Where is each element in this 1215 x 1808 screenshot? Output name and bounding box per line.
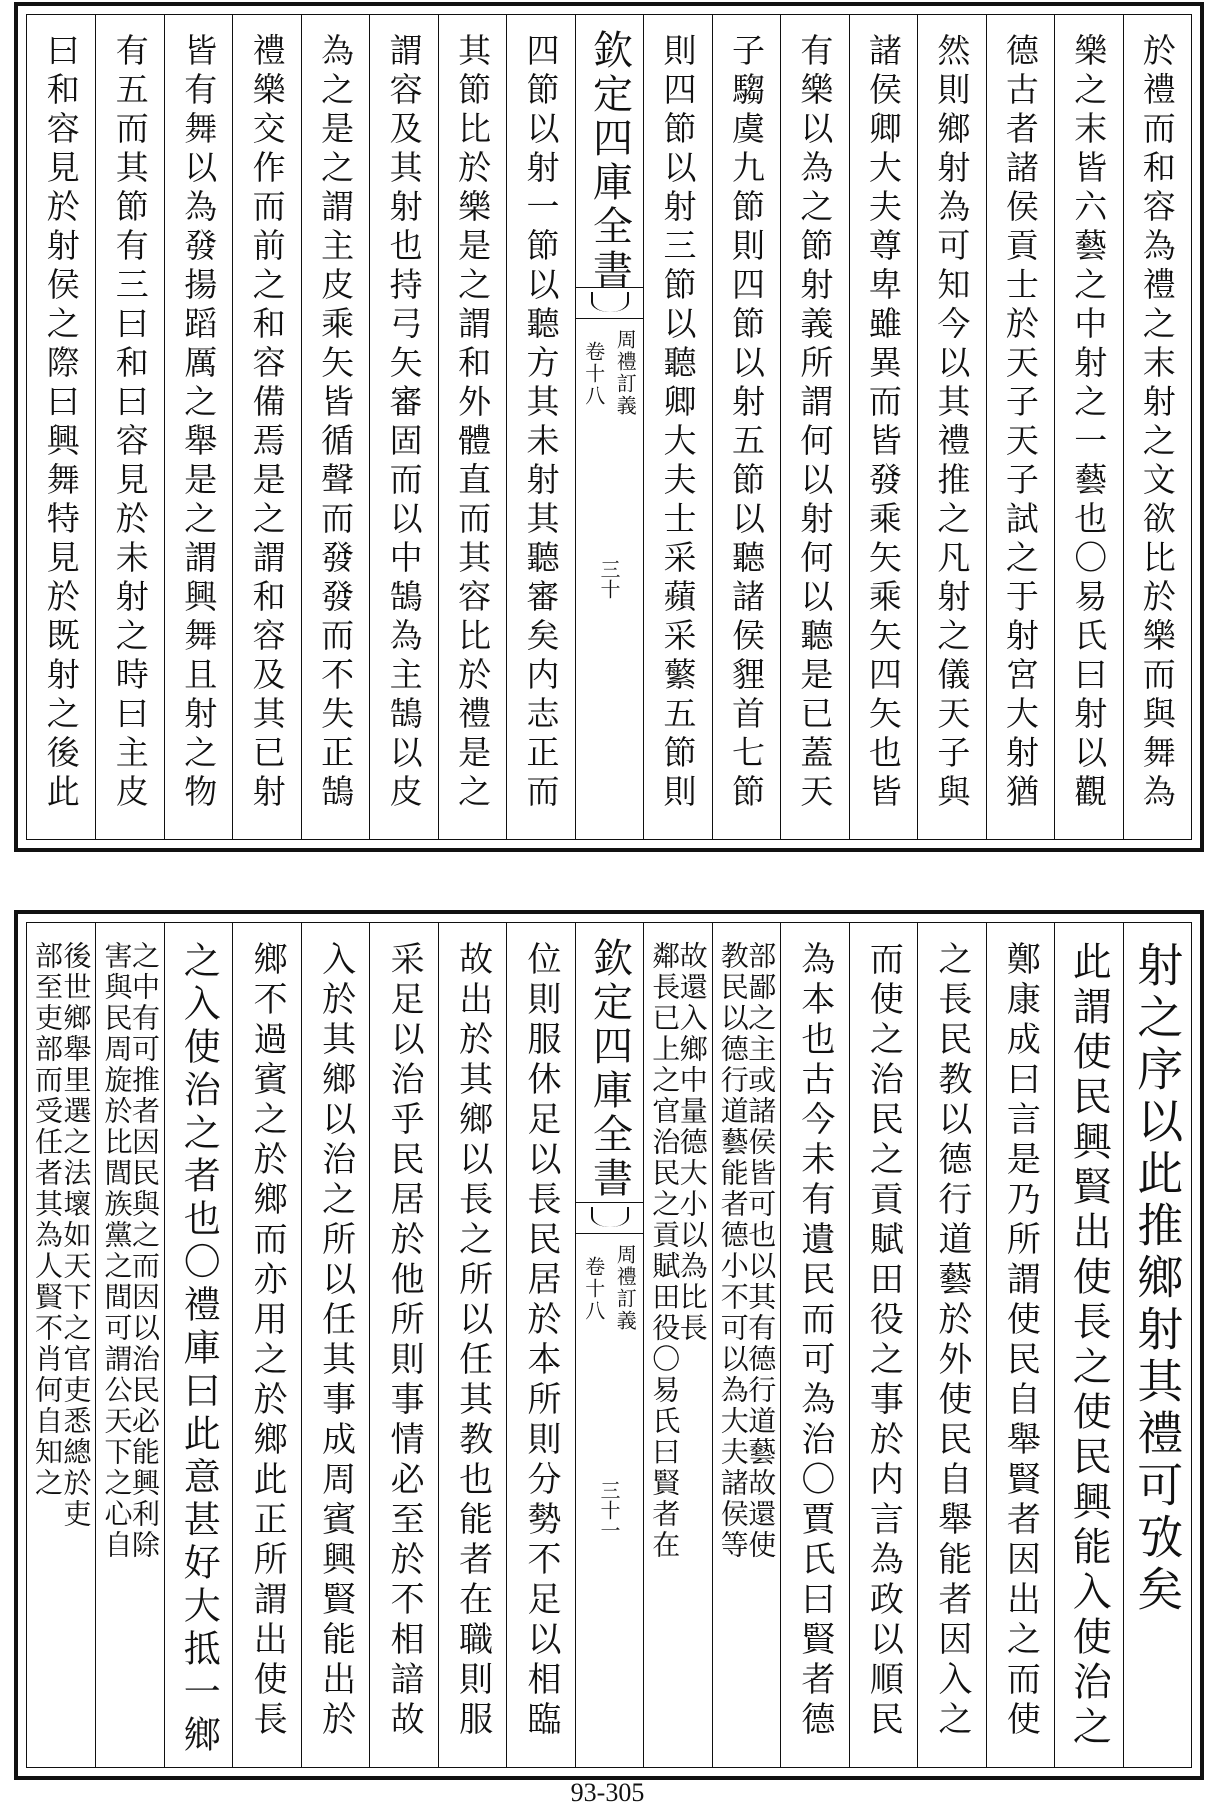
top-page xyxy=(14,2,1204,852)
text-column xyxy=(506,15,574,839)
volume-label: 卷十八 xyxy=(581,1255,606,1322)
main-text-line: 然則鄉射為可知今以其禮推之凡射之儀天子與 xyxy=(932,33,972,813)
fish-tail-marker-icon xyxy=(576,1202,643,1234)
commentary-line-left: 教民以德行道藝能者德小不可以為大夫諸侯等 xyxy=(716,941,750,1561)
text-column xyxy=(232,923,300,1767)
main-text-line: 鄭康成曰言是乃所謂使民自舉賢者因出之而使 xyxy=(1000,941,1041,1741)
main-text-line: 謂容及其射也持弓矢審固而以中鵠為主鵠以皮 xyxy=(384,33,424,813)
commentary-column xyxy=(27,923,95,1767)
text-column xyxy=(301,923,369,1767)
commentary-line-left: 害與民周旋於比閭族黨之間可謂公天下之心自 xyxy=(100,941,134,1561)
main-text-line: 曰和容見於射侯之際曰興舞特見於既射之後此 xyxy=(41,33,81,813)
leaf-page-number: 三十一 xyxy=(597,1480,622,1541)
text-column xyxy=(164,923,232,1767)
main-text-line: 禮樂交作而前之和容備焉是之謂和容及其已射 xyxy=(247,33,287,813)
volume-label: 卷十八 xyxy=(581,340,606,407)
commentary-column xyxy=(95,923,163,1767)
main-text-line: 而使之治民之貢賦田役之事於内言為政以順民 xyxy=(863,941,904,1741)
top-page-center-column xyxy=(575,15,643,839)
text-column xyxy=(164,15,232,839)
text-column xyxy=(849,923,917,1767)
main-text-line: 其節比於樂是之謂和外體直而其容比於禮是之 xyxy=(453,33,493,813)
main-text-line: 位則服休足以長民居於本所則分勢不足以相臨 xyxy=(521,941,562,1741)
main-text-line: 則四節以射三節以聽卿大夫士采蘋采蘩五節則 xyxy=(658,33,698,813)
main-text-line: 為之是之謂主皮乘矢皆循聲而發發而不失正鵠 xyxy=(316,33,356,813)
bottom-page-frame xyxy=(26,922,1192,1768)
commentary-line-right: 後世鄉舉里選之法壞如天下之官吏悉總於吏 xyxy=(59,941,93,1530)
main-text-line: 此謂使民興賢出使長之使民興能入使治之 xyxy=(1066,941,1112,1751)
text-column xyxy=(1054,923,1122,1767)
main-text-line: 入於其鄉以治之所以任其事成周賓興賢能出於 xyxy=(315,941,356,1741)
bottom-page xyxy=(14,910,1204,1780)
main-text-line: 為本也古今未有遺民而可為治〇賈氏曰賢者德 xyxy=(794,941,835,1741)
main-text-line: 樂之末皆六藝之中射之一藝也〇易氏曰射以觀 xyxy=(1069,33,1109,813)
fish-tail-marker-icon xyxy=(576,287,643,319)
text-column xyxy=(369,15,437,839)
commentary-column xyxy=(712,923,780,1767)
text-column xyxy=(849,15,917,839)
main-text-line: 有樂以為之節射義所謂何以射何以聽是已蓋天 xyxy=(795,33,835,813)
commentary-line-right: 之中有可推者因民與之而因以治民必能興利除 xyxy=(127,941,161,1561)
text-column xyxy=(780,923,848,1767)
text-column xyxy=(438,923,506,1767)
main-text-line: 於禮而和容為禮之末射之文欲比於樂而與舞為 xyxy=(1137,33,1177,813)
commentary-line-left: 鄰長已上之官治民之貢賦田役〇易氏曰賢者在 xyxy=(648,941,682,1561)
text-column xyxy=(27,15,95,839)
text-column xyxy=(232,15,300,839)
commentary-line-left: 部至吏部而受任者其為人賢不肖何自知之 xyxy=(31,941,65,1499)
commentary-line-right: 故還入鄉中量德大小以為比長 xyxy=(675,941,709,1344)
book-series-title: 欽定四庫全書 xyxy=(586,29,633,293)
text-column xyxy=(95,15,163,839)
main-text-line: 采足以治乎民居於他所則事情必至於不相諳故 xyxy=(384,941,425,1741)
main-text-line: 諸侯卿大夫尊卑雖異而皆發乘矢乘矢四矢也皆 xyxy=(863,33,903,813)
commentary-column xyxy=(643,923,711,1767)
text-column xyxy=(712,15,780,839)
text-column xyxy=(986,15,1054,839)
main-text-line: 四節以射一節以聽方其未射其聽審矣内志正而 xyxy=(521,33,561,813)
text-column xyxy=(986,923,1054,1767)
leaf-page-number: 三十 xyxy=(597,558,622,599)
page-footer-number: 93-305 xyxy=(570,1778,645,1807)
text-column xyxy=(1054,15,1122,839)
main-text-line: 射之序以此推鄉射其禮可攷矣 xyxy=(1130,941,1185,1617)
text-column xyxy=(917,15,985,839)
text-column xyxy=(301,15,369,839)
text-column xyxy=(780,15,848,839)
main-text-line: 之入使治之者也〇禮庫曰此意甚好大抵一鄉 xyxy=(177,941,221,1758)
main-text-line: 有五而其節有三曰和曰容見於未射之時曰主皮 xyxy=(110,33,150,813)
book-title: 周禮訂義 xyxy=(613,1243,638,1332)
main-text-line: 鄉不過賓之於鄉而亦用之於鄉此正所謂出使長 xyxy=(247,941,288,1741)
book-series-title: 欽定四庫全書 xyxy=(586,937,633,1201)
text-column xyxy=(369,923,437,1767)
text-column xyxy=(438,15,506,839)
text-column xyxy=(1123,923,1191,1767)
commentary-line-right: 部鄙之主或諸侯皆可也以其有德行道藝故還使 xyxy=(744,941,778,1561)
main-text-line: 皆有舞以為發揚蹈厲之舉是之謂興舞且射之物 xyxy=(179,33,219,813)
text-column xyxy=(917,923,985,1767)
main-text-line: 德古者諸侯貢士於天子天子試之于射宮大射猶 xyxy=(1000,33,1040,813)
text-column xyxy=(506,923,574,1767)
book-title: 周禮訂義 xyxy=(613,328,638,417)
main-text-line: 故出於其鄉以長之所以任其教也能者在職則服 xyxy=(452,941,493,1741)
main-text-line: 之長民教以德行道藝於外使民自舉能者因入之 xyxy=(931,941,972,1741)
bottom-page-center-column xyxy=(575,923,643,1767)
main-text-line: 子騶虞九節則四節以射五節以聽諸侯貍首七節 xyxy=(726,33,766,813)
top-page-frame xyxy=(26,14,1192,840)
text-column xyxy=(1123,15,1191,839)
text-column xyxy=(643,15,711,839)
